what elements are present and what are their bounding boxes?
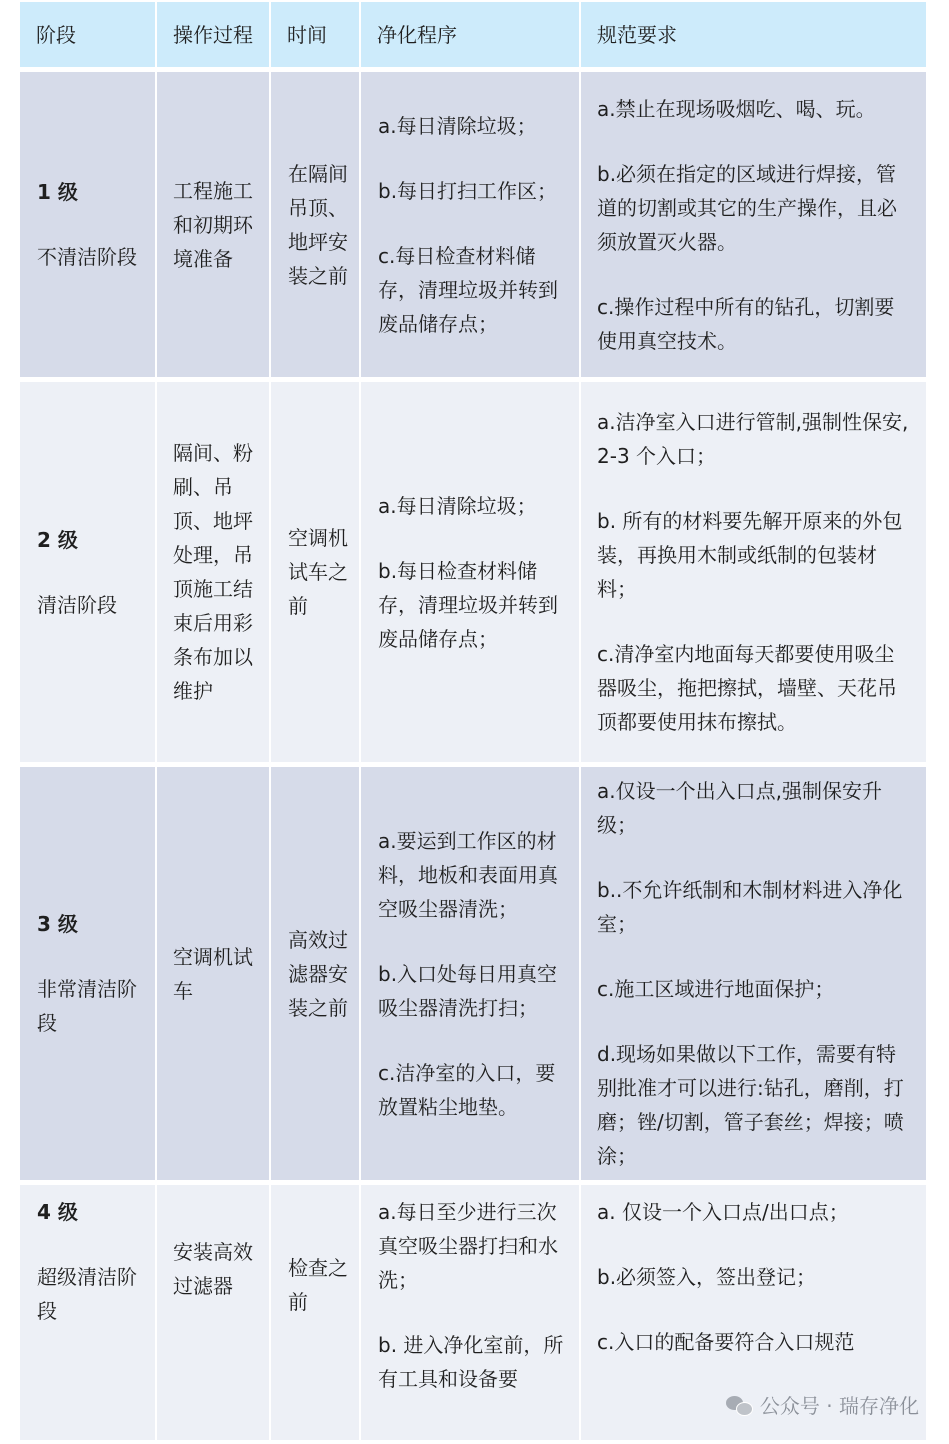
watermark-text: 公众号 · 瑞存净化 (759, 1394, 919, 1418)
stage-name: 非常清洁阶段 (37, 977, 137, 1035)
procedure-cell (361, 72, 581, 382)
operation-cell: 空调机试车 (157, 767, 271, 1185)
procedure-cell (361, 767, 581, 1185)
requirement-item: a.洁净室入口进行管制,强制性保安,2-3 个入口； (597, 410, 909, 468)
requirement-item: b.必须在指定的区域进行焊接，管道的切割或其它的生产操作，且必须放置灭火器。 (597, 161, 897, 254)
time-cell: 高效过滤器安装之前 (271, 767, 361, 1185)
procedure-item: b.每日检查材料储存，清理垃圾并转到废品储存点； (378, 558, 558, 651)
procedure-item: a.每日清除垃圾； (378, 113, 537, 138)
requirement-item: c.操作过程中所有的钻孔，切割要使用真空技术。 (597, 294, 895, 353)
requirement-item: a. 仅设一个入口点/出口点； (597, 1200, 849, 1224)
stage-name: 超级清洁阶段 (37, 1265, 137, 1323)
stage-name: 清洁阶段 (37, 592, 117, 617)
requirement-item: b. 所有的材料要先解开原来的外包装，再换用木制或纸制的包装材料； (597, 509, 903, 601)
operation-cell: 工程施工和初期环境准备 (157, 72, 271, 382)
stage-cell (20, 767, 157, 1185)
time-cell: 检查之前 (271, 1185, 361, 1440)
construction-cleaning-table (20, 2, 926, 1440)
stage-level: 3 级 (37, 912, 78, 936)
stage-level: 4 级 (37, 1200, 78, 1224)
header-procedure: 净化程序 (361, 2, 581, 72)
table-row (20, 767, 926, 1185)
requirements-cell (581, 72, 926, 382)
table-row (20, 72, 926, 382)
procedure-item: b. 进入净化室前，所有工具和设备要 (378, 1333, 564, 1391)
procedure-item: a.要运到工作区的材料，地板和表面用真空吸尘器清洗； (378, 828, 558, 921)
requirement-item: c.清净室内地面每天都要使用吸尘器吸尘，拖把擦拭，墙壁、天花吊顶都要使用抹布擦拭。 (597, 642, 897, 734)
header-stage: 阶段 (20, 2, 157, 72)
stage-level: 2 级 (37, 527, 78, 552)
wechat-icon (726, 1394, 752, 1416)
stage-cell (20, 1185, 157, 1440)
watermark (726, 1390, 919, 1419)
procedure-item: c.每日检查材料储存，清理垃圾并转到废品储存点； (378, 243, 558, 336)
procedure-item: b.每日打扫工作区； (378, 178, 558, 203)
header-operation: 操作过程 (157, 2, 271, 72)
procedure-cell (361, 1185, 581, 1440)
header-time: 时间 (271, 2, 361, 72)
stage-level: 1 级 (37, 180, 78, 204)
requirement-item: c.入口的配备要符合入口规范 (597, 1330, 855, 1354)
requirement-item: d.现场如果做以下工作，需要有特别批准才可以进行:钻孔，磨削，打磨；锉/切割，管子套丝；焊接；喷涂； (597, 1042, 904, 1168)
procedure-item: b.入口处每日用真空吸尘器清洗打扫； (378, 961, 558, 1020)
requirement-item: b..不允许纸制和木制材料进入净化室； (597, 878, 903, 936)
table-row (20, 382, 926, 767)
procedure-item: c.洁净室的入口，要放置粘尘地垫。 (378, 1060, 556, 1119)
requirements-cell (581, 382, 926, 767)
cleaning-stages-table (20, 2, 926, 1440)
procedure-item: a.每日清除垃圾； (378, 493, 537, 518)
time-cell: 在隔间吊顶、地坪安装之前 (271, 72, 361, 382)
stage-name: 不清洁阶段 (37, 245, 137, 269)
requirement-item: b.必须签入，签出登记； (597, 1265, 817, 1289)
stage-cell (20, 72, 157, 382)
procedure-item: a.每日至少进行三次真空吸尘器打扫和水洗； (378, 1200, 558, 1292)
table-header-row (20, 2, 926, 72)
procedure-cell (361, 382, 581, 767)
requirement-item: a.仅设一个出入口点,强制保安升级； (597, 779, 882, 837)
requirement-item: a.禁止在现场吸烟吃、喝、玩。 (597, 96, 876, 121)
operation-cell: 隔间、粉刷、吊顶、地坪处理，吊顶施工结束后用彩条布加以维护 (157, 382, 271, 767)
stage-cell (20, 382, 157, 767)
requirements-cell (581, 767, 926, 1185)
time-cell: 空调机试车之前 (271, 382, 361, 767)
requirement-item: c.施工区域进行地面保护； (597, 977, 835, 1001)
header-requirements: 规范要求 (581, 2, 926, 72)
operation-cell: 安装高效过滤器 (157, 1185, 271, 1440)
